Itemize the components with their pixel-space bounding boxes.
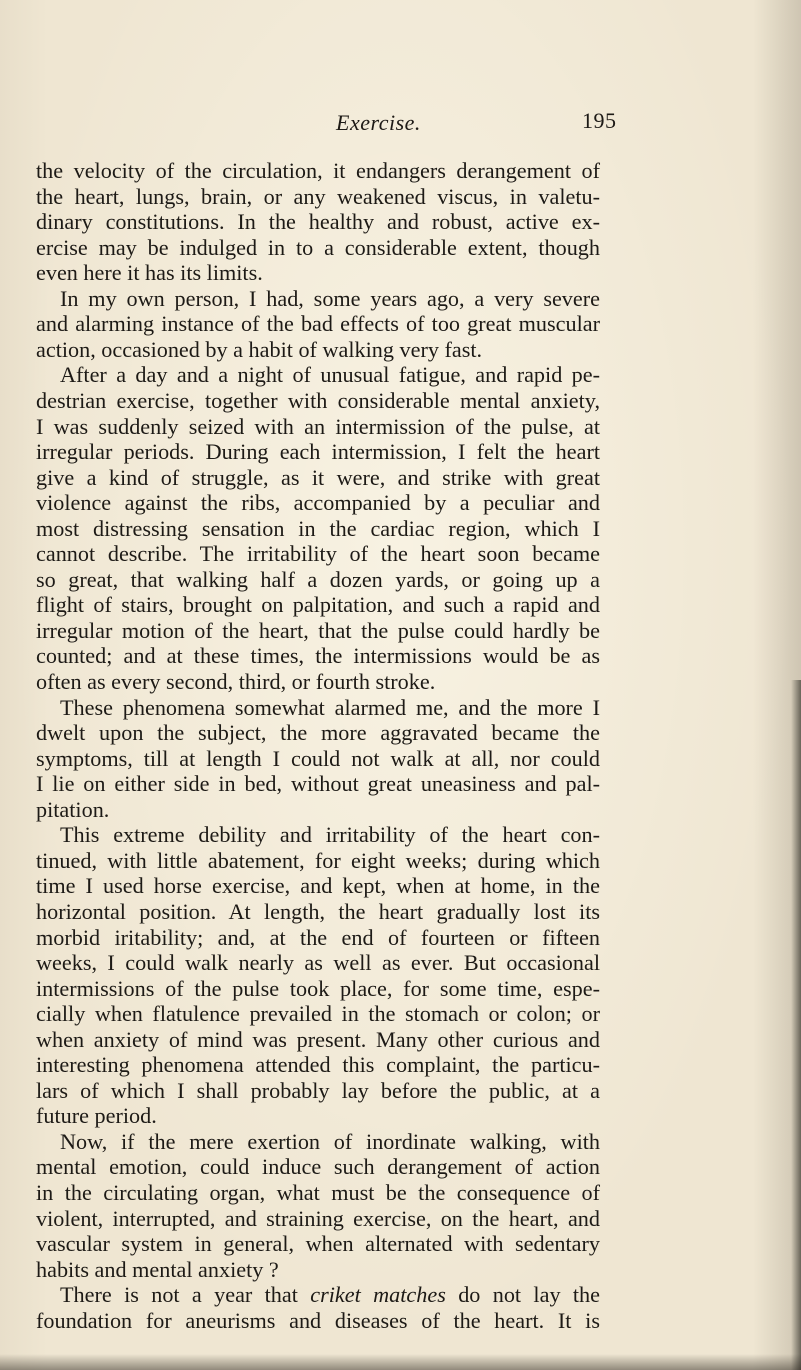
text-line-content: These phenomena somewhat alarmed me, and the more I <box>60 694 600 720</box>
text-line <box>60 362 600 388</box>
text-line-content: interesting phenomena attended this complaint, the particu- <box>36 1052 600 1078</box>
text-line <box>36 235 600 261</box>
text-line-tail: do not lay the <box>445 1282 600 1308</box>
text-line-content: cannot describe. The irritability of the heart soon became <box>36 541 600 567</box>
text-line-content: dinary constitutions. In the healthy and robust, active ex- <box>36 209 600 235</box>
text-line <box>36 643 600 669</box>
text-line-content: the heart, lungs, brain, or any weakened viscus, in valetu- <box>36 183 600 209</box>
page-number: 195 <box>582 108 617 133</box>
text-line-content: mental emotion, could induce such derangement of action <box>36 1154 600 1180</box>
text-line-content: future period. <box>36 1103 157 1129</box>
page-edge-shadow <box>791 680 801 1370</box>
text-line-content: dwelt upon the subject, the more aggravated became the <box>36 720 600 746</box>
text-line <box>36 209 600 235</box>
text-line <box>36 899 600 925</box>
text-line-content: horizontal position. At length, the heart gradually lost its <box>36 898 600 924</box>
text-line-content: I was suddenly seized with an intermission of the pulse, at <box>36 413 600 439</box>
text-line-content: ercise may be indulged in to a considerable extent, though <box>36 234 600 260</box>
text-line <box>36 337 600 363</box>
text-line-content: irregular motion of the heart, that the pulse could hardly be <box>36 617 600 643</box>
text-line-content: symptoms, till at length I could not walk at all, nor could <box>36 745 600 771</box>
text-line <box>36 873 600 899</box>
text-line <box>36 1001 600 1027</box>
text-line <box>36 567 600 593</box>
text-line <box>60 286 600 312</box>
text-line <box>36 1103 600 1129</box>
text-line-content: flight of stairs, brought on palpitation, and such a rapid and <box>36 592 600 618</box>
text-line-content: in the circulating organ, what must be the consequence of <box>36 1180 600 1205</box>
text-line <box>36 976 600 1002</box>
text-line <box>36 516 600 542</box>
text-line <box>36 950 600 976</box>
text-line-content: when anxiety of mind was present. Many other curious and <box>36 1026 600 1052</box>
text-line-content: Now, if the mere exertion of inordinate walking, with <box>60 1128 600 1154</box>
text-line-content: cially when flatulence prevailed in the stomach or colon; or <box>36 1001 600 1027</box>
text-line <box>36 771 600 797</box>
text-line-content: action, occasioned by a habit of walking very fast. <box>36 336 483 362</box>
text-line-content: lars of which I shall probably lay before the public, at a <box>36 1077 600 1103</box>
text-line <box>60 822 600 848</box>
text-line <box>36 848 600 874</box>
text-line-content: violent, interrupted, and straining exercise, on the heart, and <box>36 1205 600 1231</box>
text-line <box>36 720 600 746</box>
text-line <box>36 1308 600 1334</box>
text-line-content: counted; and at these times, the intermissions would be as <box>36 643 600 669</box>
text-line-content: morbid iritability; and, at the end of fourteen or fifteen <box>36 924 600 950</box>
text-line <box>36 260 600 286</box>
text-line <box>36 669 600 695</box>
text-line <box>60 1282 600 1308</box>
page-header <box>0 110 801 140</box>
text-line <box>36 1206 600 1232</box>
text-line <box>36 797 600 823</box>
text-line-content: tinued, with little abatement, for eight weeks; during which <box>36 847 600 873</box>
text-line <box>36 925 600 951</box>
text-line-content: violence against the ribs, accompanied by a peculiar and <box>36 490 600 516</box>
text-line-content: pitation. <box>36 796 110 822</box>
running-title: Exercise. <box>336 110 421 135</box>
text-line-content: give a kind of struggle, as it were, and strike with great <box>36 464 600 490</box>
text-line-content: destrian exercise, together with considerable mental anxiety, <box>36 387 600 413</box>
text-line <box>36 1078 600 1104</box>
text-line-content: most distressing sensation in the cardiac region, which I <box>36 515 600 541</box>
text-line-content: often as every second, third, or fourth stroke. <box>36 669 436 694</box>
text-line <box>36 490 600 516</box>
text-line <box>36 158 600 184</box>
page-bottom-shadow <box>0 1354 801 1370</box>
text-line <box>36 388 600 414</box>
text-line-content: even here it has its limits. <box>36 260 263 286</box>
text-line-content: foundation for aneurisms and diseases of the heart. It is <box>36 1307 600 1333</box>
text-line-content: so great, that walking half a dozen yards, or going up a <box>36 566 600 592</box>
text-line <box>36 439 600 465</box>
text-line <box>36 1154 600 1180</box>
text-line <box>36 184 600 210</box>
text-line <box>36 1052 600 1078</box>
text-line <box>36 414 600 440</box>
text-line-content: habits and mental anxiety ? <box>36 1256 279 1282</box>
text-line <box>60 695 600 721</box>
text-line-content: weeks, I could walk nearly as well as ever. But occasional <box>36 950 600 976</box>
text-line <box>36 1180 600 1206</box>
text-line <box>60 1129 600 1155</box>
text-line-content: After a day and a night of unusual fatigue, and rapid pe- <box>60 362 600 388</box>
text-line <box>36 1231 600 1257</box>
text-line-content: In my own person, I had, some years ago, a very severe <box>60 285 600 311</box>
italic-phrase: criket matches <box>310 1282 446 1308</box>
text-line <box>36 592 600 618</box>
text-line-content: I lie on either side in bed, without great uneasiness and pal- <box>36 771 600 797</box>
text-line <box>36 311 600 337</box>
text-line-content: irregular periods. During each intermission, I felt the heart <box>36 439 600 465</box>
text-line-content: and alarming instance of the bad effects of too great muscular <box>36 311 600 337</box>
text-line <box>36 1257 600 1283</box>
text-line <box>36 541 600 567</box>
text-line-content: intermissions of the pulse took place, for some time, espe- <box>36 975 600 1001</box>
text-line <box>36 746 600 772</box>
text-line-content: the velocity of the circulation, it endangers derangement of <box>36 158 600 183</box>
text-line <box>36 618 600 644</box>
text-line <box>36 1027 600 1053</box>
text-line-content: vascular system in general, when alternated with sedentary <box>36 1231 600 1257</box>
text-line <box>36 465 600 491</box>
text-line-content: time I used horse exercise, and kept, when at home, in the <box>36 873 600 899</box>
text-line-content: This extreme debility and irritability of the heart con- <box>60 822 600 848</box>
text-line-content: There is not a year that <box>60 1282 311 1308</box>
